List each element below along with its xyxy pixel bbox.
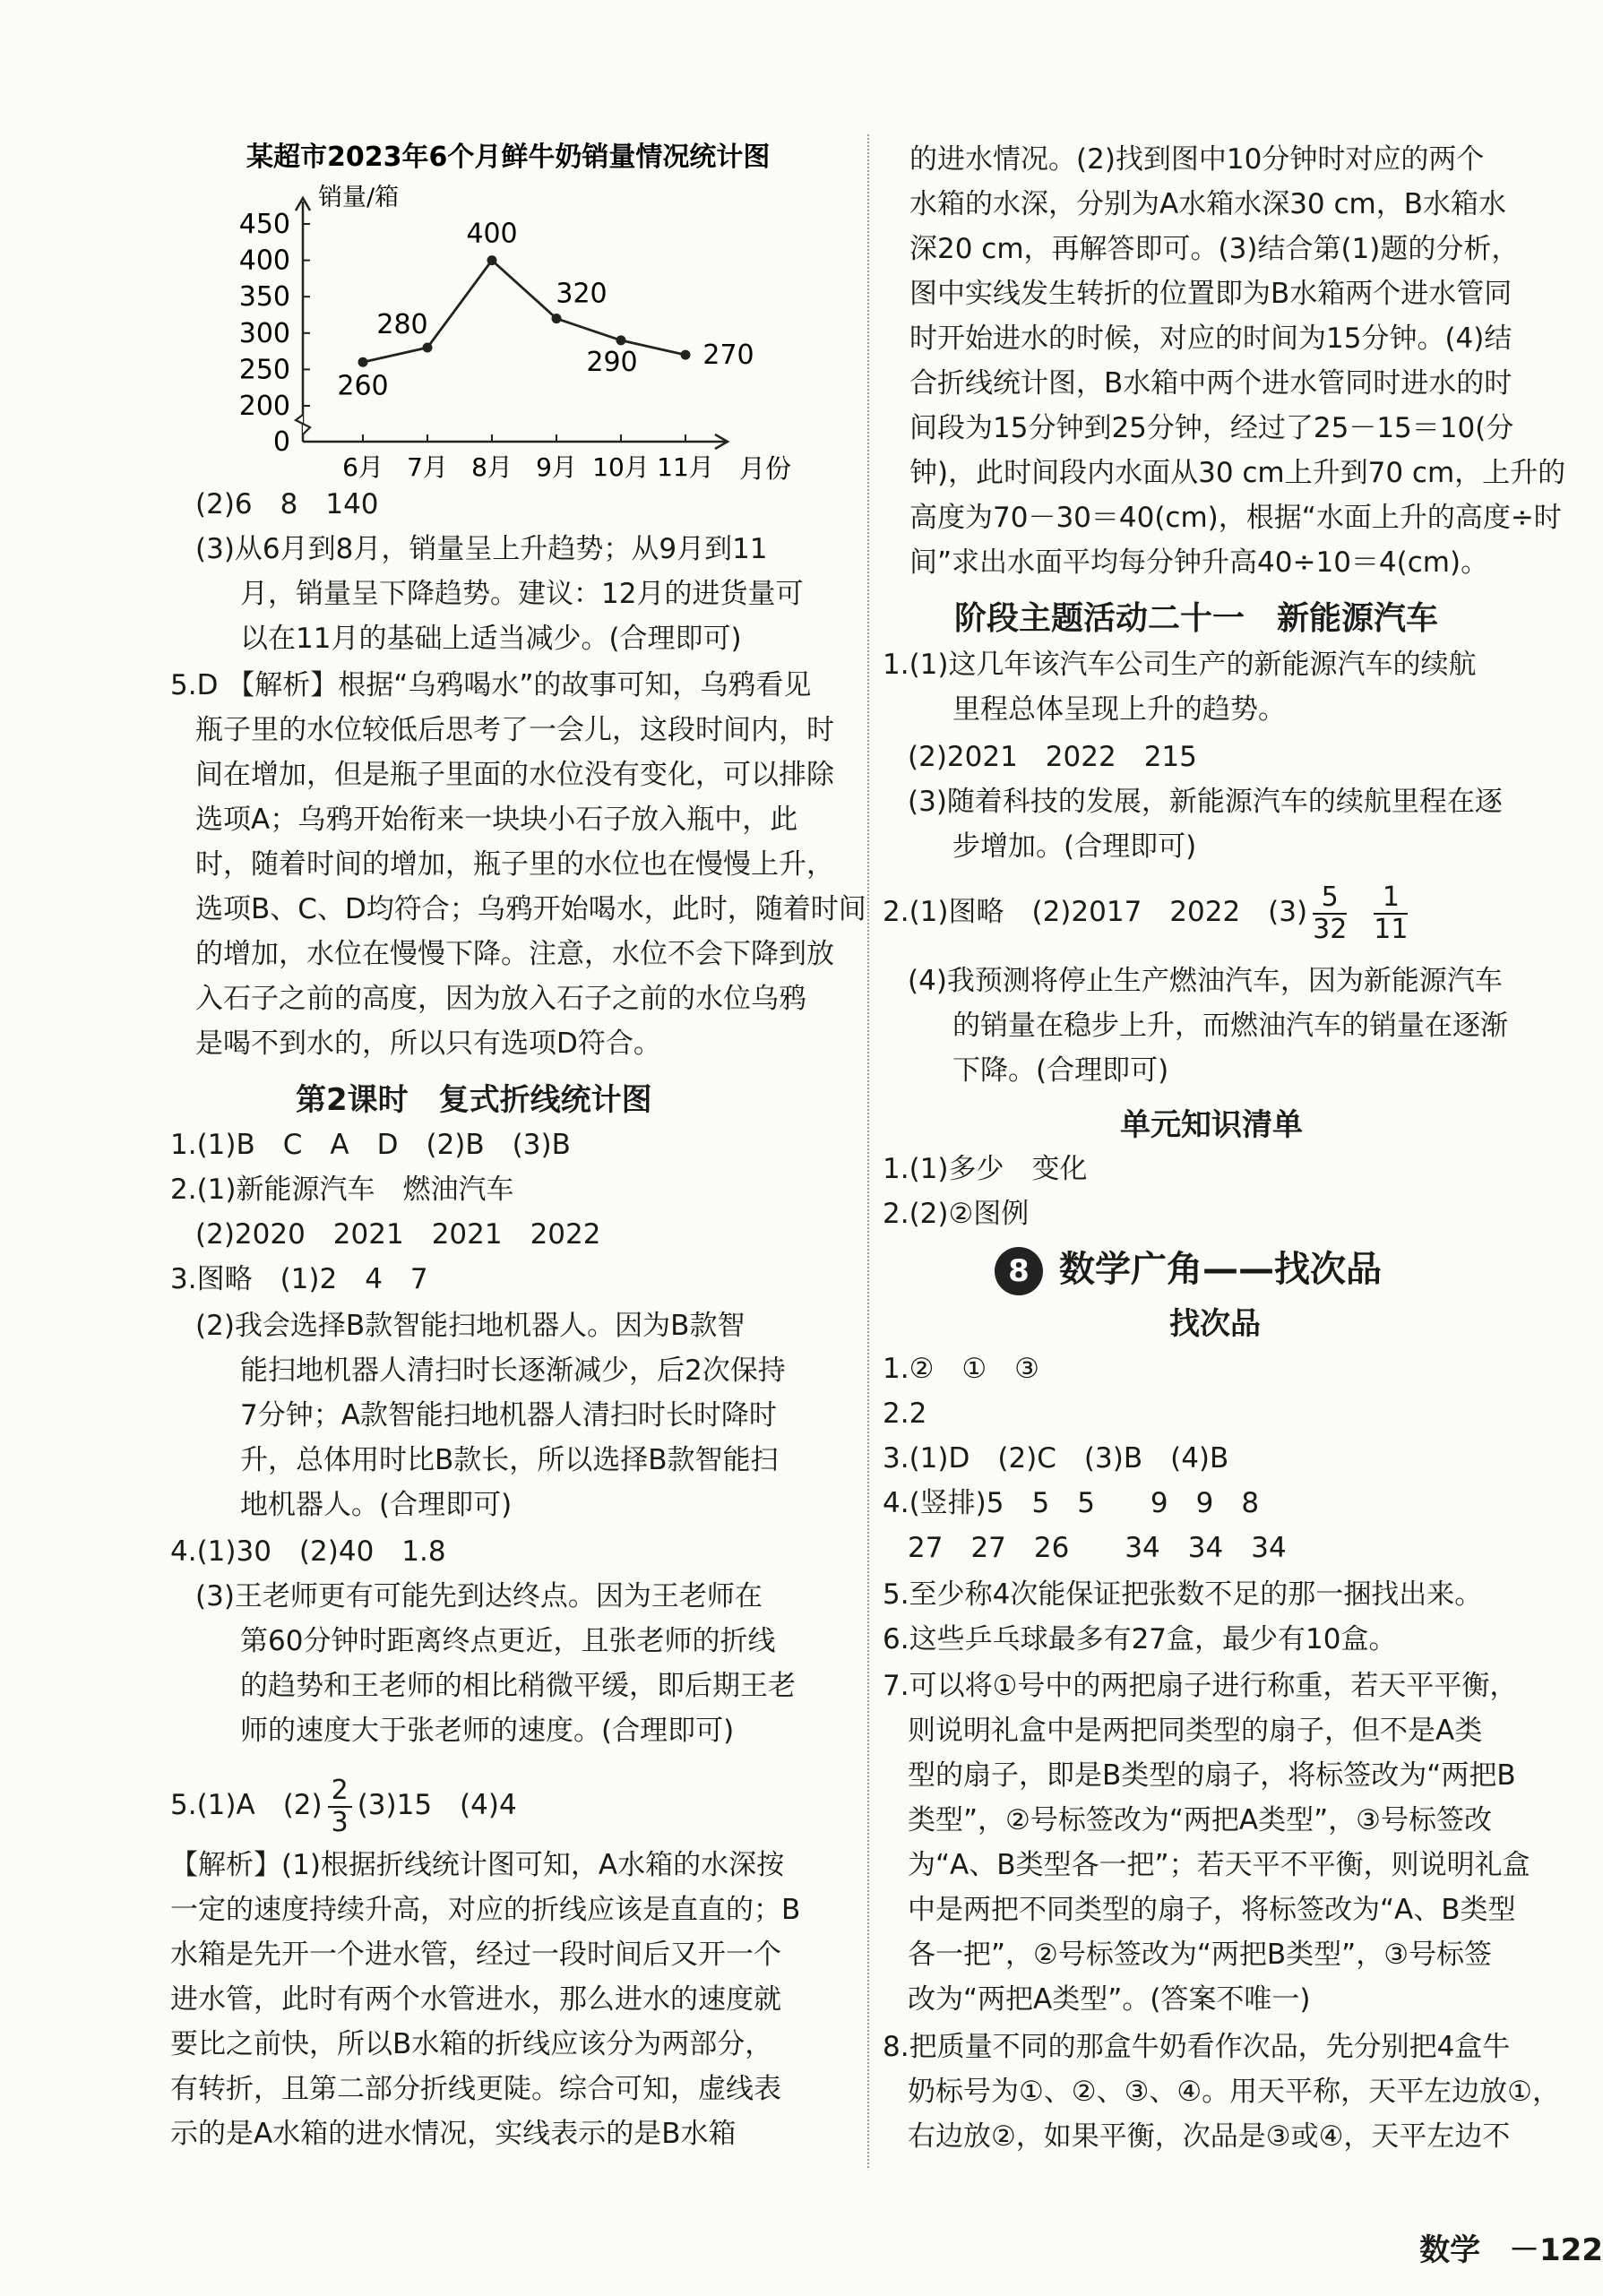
fraction bbox=[1374, 882, 1408, 945]
q2-prefix: 2.(1)图略 (2)2017 2022 (3) bbox=[883, 896, 1308, 928]
answer-line: 升，总体用时比B款长，所以选择B款智能扫 bbox=[240, 1444, 779, 1476]
answer-line: 间在增加，但是瓶子里面的水位没有变化，可以排除 bbox=[195, 759, 834, 791]
answer-line: 以在11月的基础上适当减少。(合理即可) bbox=[240, 623, 742, 655]
answer-line: 5.D 【解析】根据“乌鸦喝水”的故事可知，乌鸦看见 bbox=[170, 669, 812, 701]
chart-title: 某超市2023年6个月鲜牛奶销量情况统计图 bbox=[246, 142, 771, 173]
analysis-line: 高度为70－30＝40(cm)，根据“水面上升的高度÷时 bbox=[909, 502, 1562, 534]
fraction-denominator: 32 bbox=[1313, 913, 1348, 945]
y-tick-label: 300 bbox=[238, 317, 290, 349]
data-point bbox=[487, 255, 497, 265]
analysis-line: 【解析】(1)根据折线统计图可知，A水箱的水深按 bbox=[170, 1849, 785, 1881]
y-tick-label: 250 bbox=[238, 354, 290, 386]
footer-subject: 数学 bbox=[1419, 2232, 1481, 2268]
data-label: 260 bbox=[337, 370, 389, 402]
answer-line-q2 bbox=[883, 876, 1413, 948]
page-footer bbox=[1419, 2225, 1603, 2269]
q5-suffix: (3)15 (4)4 bbox=[357, 1789, 517, 1821]
section-title: 第2课时 复式折线统计图 bbox=[296, 1082, 652, 1118]
analysis-line: 水箱的水深，分别为A水箱水深30 cm，B水箱水 bbox=[909, 188, 1507, 220]
x-tick-label: 11月 bbox=[657, 452, 714, 482]
answer-line: 27 27 26 34 34 34 bbox=[908, 1532, 1287, 1564]
knowledge-list-title: 单元知识清单 bbox=[1120, 1107, 1303, 1143]
x-tick-label: 8月 bbox=[471, 452, 513, 482]
answer-line: 则说明礼盒中是两把同类型的扇子，但不是A类 bbox=[908, 1715, 1483, 1747]
answer-line: 右边放②，如果平衡，次品是③或④，天平左边不 bbox=[908, 2120, 1511, 2153]
unit-title: 数学广角——找次品 bbox=[1059, 1249, 1382, 1290]
analysis-line: 一定的速度持续升高，对应的折线应该是直直的；B bbox=[170, 1894, 801, 1926]
analysis-line: 要比之前快，所以B水箱的折线应该分为两部分， bbox=[170, 2028, 773, 2060]
analysis-line: 合折线统计图，B水箱中两个进水管同时进水的时 bbox=[909, 367, 1513, 400]
answer-line: 里程总体呈现上升的趋势。 bbox=[952, 693, 1286, 726]
q5-prefix: 5.(1)A (2) bbox=[170, 1789, 323, 1821]
answer-line: 奶标号为①、②、③、④。用天平称，天平左边放①， bbox=[908, 2076, 1560, 2108]
fraction-numerator: 2 bbox=[328, 1776, 352, 1808]
answer-line: (2)2020 2021 2021 2022 bbox=[195, 1218, 601, 1251]
answer-line: 选项B、C、D均符合；乌鸦开始喝水，此时，随着时间 bbox=[195, 893, 866, 925]
x-tick-label: 7月 bbox=[407, 452, 448, 482]
answer-line: 能扫地机器人清扫时长逐渐减少，后2次保持 bbox=[240, 1354, 786, 1387]
answer-line: 3.图略 (1)2 4 7 bbox=[170, 1263, 428, 1295]
answer-line: 1.② ① ③ bbox=[883, 1353, 1039, 1385]
answer-line: 步增加。(合理即可) bbox=[952, 830, 1197, 863]
analysis-line: 进水管，此时有两个水管进水，那么进水的速度就 bbox=[170, 1983, 781, 2016]
data-point bbox=[423, 343, 433, 353]
answer-line-q5 bbox=[170, 1769, 517, 1841]
answer-line: 中是两把不同类型的扇子，将标签改为“A、B类型 bbox=[908, 1894, 1516, 1926]
answer-line: 7分钟；A款智能扫地机器人清扫时长时降时 bbox=[240, 1399, 777, 1432]
data-label: 270 bbox=[702, 340, 754, 372]
analysis-line: 有转折，且第二部分折线更陡。综合可知，虚线表 bbox=[170, 2073, 781, 2105]
axis-break bbox=[296, 415, 310, 434]
data-label: 290 bbox=[586, 346, 638, 378]
analysis-line: 示的是A水箱的进水情况，实线表示的是B水箱 bbox=[170, 2118, 737, 2150]
analysis-line: 图中实线发生转折的位置即为B水箱两个进水管同 bbox=[909, 278, 1513, 310]
answer-line: 地机器人。(合理即可) bbox=[240, 1489, 513, 1521]
answer-line: 3.(1)D (2)C (3)B (4)B bbox=[883, 1442, 1229, 1475]
answer-line: 的销量在稳步上升，而燃油汽车的销量在逐渐 bbox=[952, 1010, 1508, 1042]
y-tick-label: 200 bbox=[238, 391, 290, 422]
y-tick-label: 350 bbox=[238, 281, 290, 314]
answer-line: 月，销量呈下降趋势。建议：12月的进货量可 bbox=[240, 578, 804, 610]
answer-line: 改为“两把A类型”。(答案不唯一) bbox=[908, 1983, 1311, 2016]
fraction bbox=[1313, 882, 1347, 945]
analysis-line: 时开始进水的时候，对应的时间为15分钟。(4)结 bbox=[909, 322, 1513, 355]
answer-line: 下降。(合理即可) bbox=[952, 1054, 1169, 1087]
activity-title: 阶段主题活动二十一 新能源汽车 bbox=[954, 600, 1439, 637]
answer-line: 的增加，水位在慢慢下降。注意，水位不会下降到放 bbox=[195, 938, 834, 970]
answer-line: 选项A；乌鸦开始衔来一块块小石子放入瓶中，此 bbox=[195, 804, 798, 836]
answer-line: 8.把质量不同的那盒牛奶看作次品，先分别把4盒牛 bbox=[883, 2031, 1511, 2063]
analysis-line: 间”求出水面平均每分钟升高40÷10＝4(cm)。 bbox=[909, 546, 1489, 579]
fraction-denominator: 3 bbox=[331, 1806, 349, 1838]
lesson-title: 找次品 bbox=[1169, 1306, 1261, 1342]
answer-line: 型的扇子，即是B类型的扇子，将标签改为“两把B bbox=[908, 1759, 1516, 1792]
analysis-line: 钟)，此时间段内水面从30 cm上升到70 cm，上升的 bbox=[909, 457, 1566, 489]
answer-line: (2)我会选择B款智能扫地机器人。因为B款智 bbox=[195, 1310, 745, 1342]
answer-line: 2.2 bbox=[883, 1397, 927, 1430]
answer-line: 类型”，②号标签改为“两把A类型”，③号标签改 bbox=[908, 1804, 1492, 1836]
data-point bbox=[681, 350, 691, 360]
answer-line: 的趋势和王老师的相比稍微平缓，即后期王老 bbox=[240, 1670, 796, 1702]
x-tick-label: 10月 bbox=[592, 452, 650, 482]
answer-line: 1.(1)这几年该汽车公司生产的新能源汽车的续航 bbox=[883, 649, 1477, 681]
answer-line: 第60分钟时距离终点更近，且张老师的折线 bbox=[240, 1625, 776, 1657]
answer-line: (4)我预测将停止生产燃油汽车，因为新能源汽车 bbox=[908, 965, 1503, 997]
answer-line: 时，随着时间的增加，瓶子里的水位也在慢慢上升， bbox=[195, 848, 834, 881]
unit-heading bbox=[995, 1241, 1382, 1295]
fraction-numerator: 5 bbox=[1313, 882, 1347, 915]
data-point bbox=[358, 357, 368, 367]
x-tick-label: 9月 bbox=[536, 452, 577, 482]
answer-line: 1.(1)B C A D (2)B (3)B bbox=[170, 1129, 571, 1161]
unit-number-badge: 8 bbox=[995, 1247, 1043, 1295]
chart-series bbox=[337, 219, 754, 402]
answer-line: (3)随着科技的发展，新能源汽车的续航里程在逐 bbox=[908, 786, 1503, 818]
data-point bbox=[552, 314, 562, 323]
data-label: 280 bbox=[376, 309, 428, 341]
answer-line: (2)6 8 140 bbox=[195, 488, 379, 520]
answer-line: 师的速度大于张老师的速度。(合理即可) bbox=[240, 1715, 735, 1747]
data-label: 320 bbox=[556, 278, 608, 310]
data-point bbox=[616, 335, 626, 345]
y-tick-label: 0 bbox=[272, 426, 290, 458]
fraction-denominator: 11 bbox=[1374, 913, 1409, 945]
analysis-line: 间段为15分钟到25分钟，经过了25－15＝10(分 bbox=[909, 412, 1514, 444]
chart-ylabel: 销量/箱 bbox=[318, 184, 400, 211]
answer-line: 入石子之前的高度，因为放入石子之前的水位乌鸦 bbox=[195, 983, 806, 1015]
answer-line: 6.这些乒乓球最多有27盒，最少有10盒。 bbox=[883, 1623, 1397, 1655]
analysis-line: 深20 cm，再解答即可。(3)结合第(1)题的分析， bbox=[909, 233, 1520, 265]
answer-line: (3)从6月到8月，销量呈上升趋势；从9月到11 bbox=[195, 533, 768, 565]
answer-line: 瓶子里的水位较低后思考了一会儿，这段时间内，时 bbox=[195, 714, 834, 746]
answer-line: 4.(竖排)5 5 5 9 9 8 bbox=[883, 1487, 1260, 1519]
milk-sales-line-chart bbox=[170, 130, 851, 488]
column-divider bbox=[867, 134, 869, 2168]
y-tick-label: 450 bbox=[238, 209, 290, 240]
fraction-numerator: 1 bbox=[1374, 882, 1408, 915]
answer-line: 1.(1)多少 变化 bbox=[883, 1153, 1088, 1185]
analysis-line: 的进水情况。(2)找到图中10分钟时对应的两个 bbox=[909, 143, 1485, 176]
answer-line: 5.至少称4次能保证把张数不足的那一捆找出来。 bbox=[883, 1578, 1483, 1611]
answer-line: (2)2021 2022 215 bbox=[908, 741, 1197, 773]
page-number: －122 bbox=[1509, 2232, 1603, 2268]
y-tick-label: 400 bbox=[238, 245, 290, 277]
answer-line: 2.(2)②图例 bbox=[883, 1198, 1030, 1230]
data-label: 400 bbox=[466, 218, 518, 250]
x-tick-label: 6月 bbox=[342, 452, 384, 482]
answer-line: 7.可以将①号中的两把扇子进行称重，若天平平衡， bbox=[883, 1670, 1518, 1702]
answer-line: (3)王老师更有可能先到达终点。因为王老师在 bbox=[195, 1580, 763, 1612]
answer-line: 各一把”，②号标签改为“两把B类型”，③号标签 bbox=[908, 1939, 1493, 1971]
fraction bbox=[328, 1776, 352, 1838]
answer-line: 为“A、B类型各一把”；若天平不平衡，则说明礼盒 bbox=[908, 1849, 1530, 1881]
chart-xlabel: 月份 bbox=[739, 453, 792, 484]
answer-line: 是喝不到水的，所以只有选项D符合。 bbox=[195, 1028, 661, 1060]
analysis-line: 水箱是先开一个进水管，经过一段时间后又开一个 bbox=[170, 1939, 781, 1971]
answer-line: 2.(1)新能源汽车 燃油汽车 bbox=[170, 1174, 514, 1206]
answer-line: 4.(1)30 (2)40 1.8 bbox=[170, 1535, 446, 1568]
